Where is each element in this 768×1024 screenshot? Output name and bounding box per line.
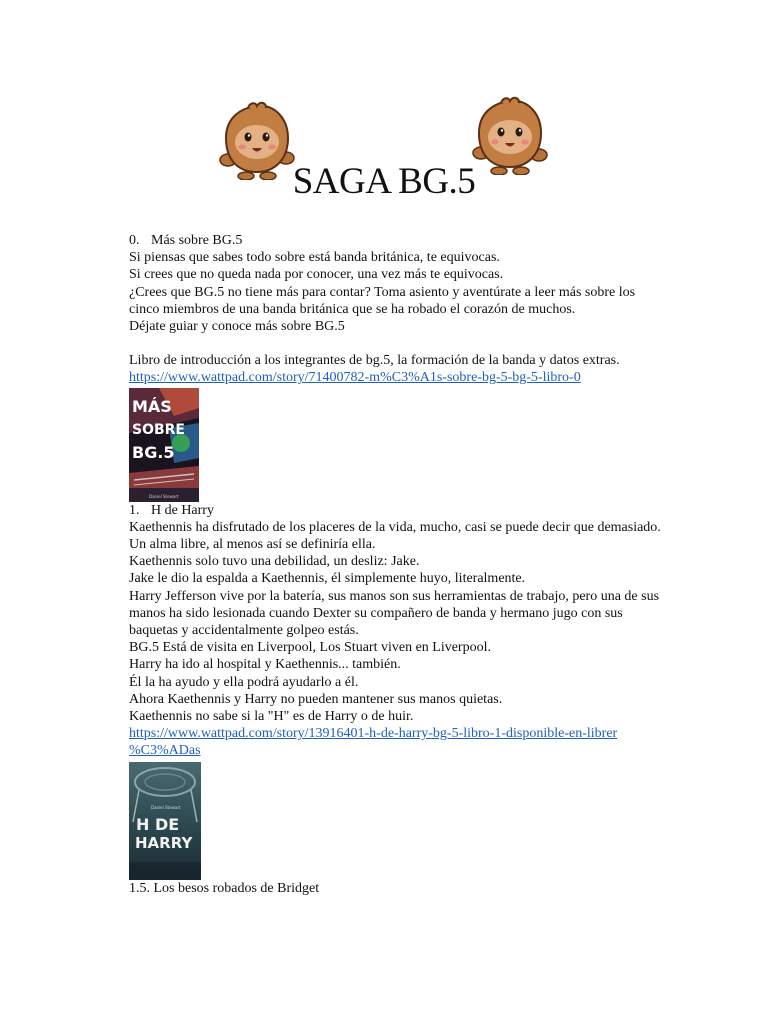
book-1-paragraph: BG.5 Está de visita en Liverpool, Los Stuart viven en Liverpool. bbox=[129, 640, 491, 656]
book-0-cover-image bbox=[129, 388, 199, 502]
book-0-title: Más sobre BG.5 bbox=[151, 233, 243, 248]
book-1-paragraph: Harry Jefferson vive por la batería, sus manos son sus herramientas de trabajo, pero una de sus bbox=[129, 588, 660, 604]
book-1-paragraph: Un alma libre, al menos así se definiría ella. bbox=[129, 537, 376, 553]
book-1-paragraph: Kaethennis no sabe si la "H" es de Harry o de huir. bbox=[129, 709, 414, 725]
book-0-cover-title-line: SOBRE bbox=[132, 421, 185, 438]
book-0-cover-title-line: BG.5 bbox=[132, 442, 175, 462]
book-1-paragraph: manos ha sido lesionada cuando Dexter su compañero de banda y hermano jugo con sus bbox=[129, 605, 623, 621]
book-1-paragraph: Kaethennis ha disfrutado de los placeres de la vida, mucho, casi se puede decir que demasiado. bbox=[129, 519, 661, 535]
book-1-paragraph: Ahora Kaethennis y Harry no pueden mantener sus manos quietas. bbox=[129, 691, 503, 707]
book-1-paragraph: Kaethennis solo tuvo una debilidad, un desliz: Jake. bbox=[129, 554, 420, 570]
book-0-paragraph: Si crees que no queda nada por conocer, una vez más te equivocas. bbox=[129, 267, 504, 283]
book-1-paragraph: Harry ha ido al hospital y Kaethennis... también. bbox=[129, 657, 401, 673]
book-0-heading bbox=[129, 232, 729, 249]
book-1-cover-author: Daniel Stewart bbox=[151, 804, 181, 810]
book-1-cover-image bbox=[129, 762, 201, 880]
book-0-cover-title-line: MÁS bbox=[132, 396, 172, 416]
document-header bbox=[0, 95, 768, 215]
book-1-cover-title-line: HARRY bbox=[135, 833, 193, 852]
book-0-cover-author: Daniel Stewart bbox=[149, 493, 179, 499]
book-1-5-heading: 1.5. Los besos robados de Bridget bbox=[129, 880, 320, 896]
book-1-paragraph: Jake le dio la espalda a Kaethennis, él simplemente huyo, literalmente. bbox=[129, 571, 526, 587]
book-1-paragraph: baquetas y accidentalmente golpeo estás. bbox=[129, 623, 359, 639]
book-0-paragraph: Si piensas que sabes todo sobre está banda británica, te equivocas. bbox=[129, 250, 500, 266]
book-1-cover-title-line: H DE bbox=[136, 814, 180, 834]
book-0-number: 0. bbox=[129, 233, 140, 248]
book-1-number: 1. bbox=[129, 502, 140, 518]
book-1-heading bbox=[129, 502, 729, 519]
book-1-link[interactable]: https://www.wattpad.com/story/13916401-h-de-harry-bg-5-libro-1-disponible-en-librer bbox=[129, 726, 618, 742]
document-body bbox=[129, 232, 729, 897]
book-1-title: H de Harry bbox=[151, 502, 214, 518]
book-0-intro: Libro de introducción a los integrantes de bg.5, la formación de la banda y datos extras. bbox=[129, 353, 620, 369]
book-0-paragraph: ¿Crees que BG.5 no tiene más para contar? Toma asiento y aventúrate a leer más sobre los bbox=[129, 284, 636, 300]
book-0-paragraph: cinco miembros de una banda británica que se ha robado el corazón de muchos. bbox=[129, 301, 576, 317]
book-1-paragraph: Él la ha ayudo y ella podrá ayudarlo a él. bbox=[129, 674, 359, 690]
page-title: SAGA BG.5 bbox=[292, 161, 476, 202]
book-1-link-continued[interactable]: %C3%ADas bbox=[129, 743, 201, 759]
book-0-paragraph: Déjate guiar y conoce más sobre BG.5 bbox=[129, 319, 345, 335]
book-0-link[interactable]: https://www.wattpad.com/story/71400782-m%C3%A1s-sobre-bg-5-bg-5-libro-0 bbox=[129, 370, 581, 386]
spacer bbox=[129, 335, 729, 352]
